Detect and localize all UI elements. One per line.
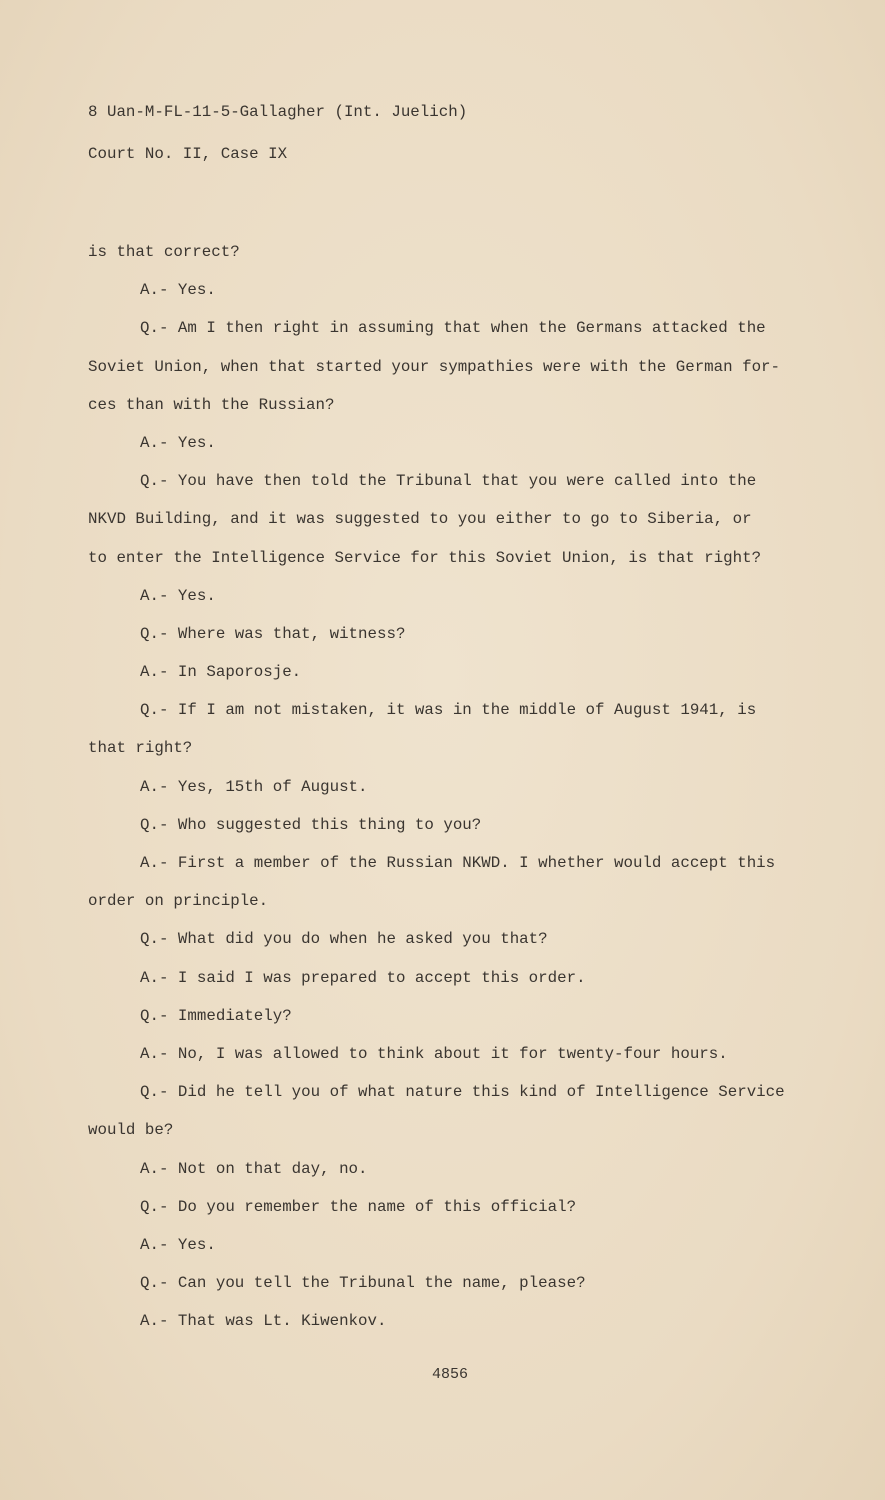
transcript-body: [88, 238, 828, 1345]
transcript-line: A.- In Saporosje.: [140, 663, 302, 682]
transcript-line: A.- No, I was allowed to think about it for twenty-four hours.: [140, 1044, 728, 1063]
transcript-line: order on principle.: [88, 892, 269, 911]
transcript-line: Q.- Am I then right in assuming that when the Germans attacked the: [140, 319, 766, 338]
transcript-line: that right?: [88, 739, 193, 758]
transcript-line: A.- Yes.: [140, 281, 216, 300]
transcript-line: Q.- You have then told the Tribunal that you were called into the: [140, 472, 757, 491]
transcript-line: Q.- Immediately?: [140, 1006, 292, 1025]
transcript-line: A.- First a member of the Russian NKWD. I whether would accept this: [140, 854, 776, 872]
transcript-line: A.- I said I was prepared to accept this order.: [140, 968, 586, 987]
transcript-line: Q.- Can you tell the Tribunal the name, please?: [140, 1274, 586, 1293]
transcript-line: A.- Yes.: [140, 1235, 216, 1254]
transcript-line: Q.- Did he tell you of what nature this kind of Intelligence Service: [140, 1083, 785, 1102]
transcript-line: A.- That was Lt. Kiwenkov.: [140, 1312, 387, 1331]
page-number: 4856: [432, 1366, 469, 1383]
header-court: Court No. II, Case IX: [88, 145, 288, 163]
transcript-line: Q.- If I am not mistaken, it was in the middle of August 1941, is: [140, 701, 757, 720]
transcript-line: A.- Yes.: [140, 433, 216, 452]
transcript-line: Q.- Who suggested this thing to you?: [140, 815, 482, 834]
header-reference: 8 Uan-M-FL-11-5-Gallagher (Int. Juelich): [88, 103, 468, 121]
transcript-line: NKVD Building, and it was suggested to you either to go to Siberia, or: [88, 510, 752, 529]
transcript-line: to enter the Intelligence Service for this Soviet Union, is that right?: [88, 548, 762, 567]
transcript-line: Soviet Union, when that started your sympathies were with the German for-: [88, 357, 781, 376]
transcript-line: Q.- Do you remember the name of this official?: [140, 1197, 577, 1216]
transcript-line: is that correct?: [88, 243, 240, 261]
transcript-line: A.- Yes, 15th of August.: [140, 777, 368, 796]
transcript-line: Q.- Where was that, witness?: [140, 624, 406, 643]
transcript-line: Q.- What did you do when he asked you that?: [140, 930, 548, 949]
transcript-line: A.- Not on that day, no.: [140, 1159, 368, 1178]
transcript-line: A.- Yes.: [140, 586, 216, 605]
transcript-line: would be?: [88, 1121, 174, 1140]
transcript-line: ces than with the Russian?: [88, 395, 335, 414]
